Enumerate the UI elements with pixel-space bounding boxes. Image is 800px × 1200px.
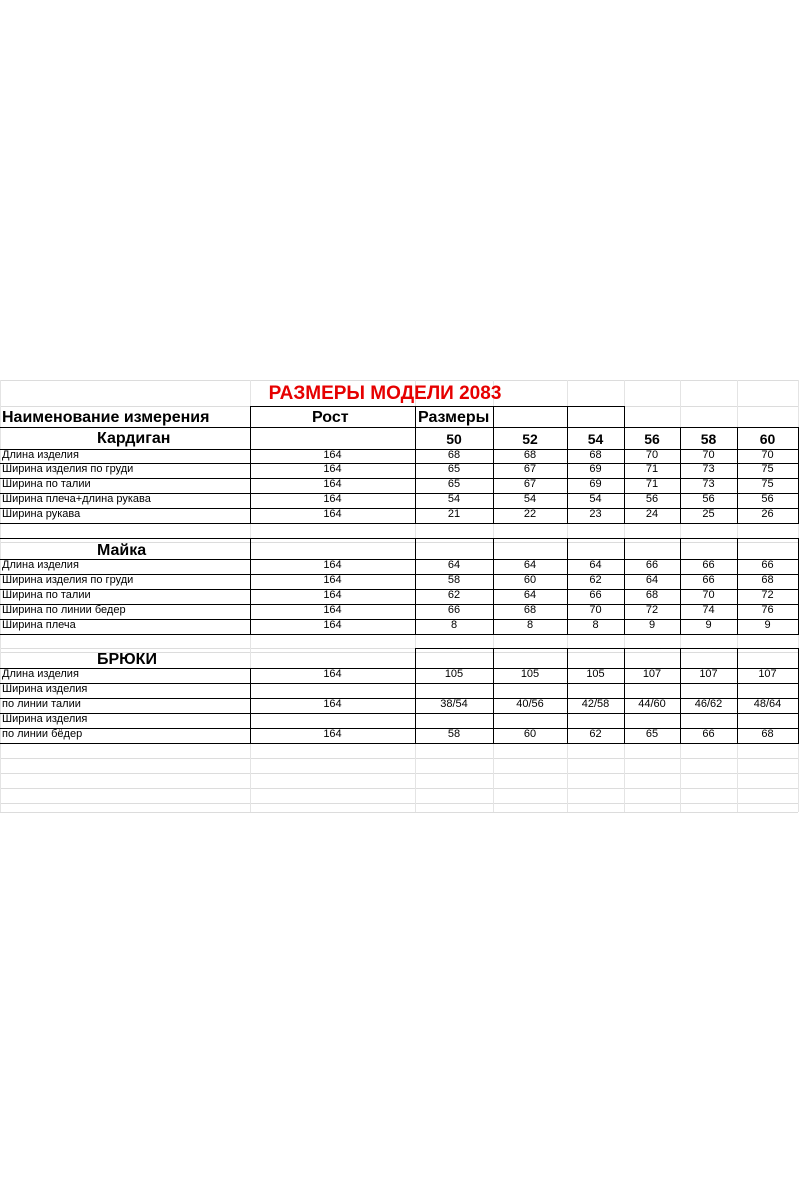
size-label-60: 60 xyxy=(759,431,776,447)
size-label-52: 52 xyxy=(522,431,538,447)
row-label: Длина изделия xyxy=(2,559,79,571)
size-value: 107 xyxy=(699,668,718,680)
size-value: 71 xyxy=(645,463,659,475)
size-value: 73 xyxy=(702,478,715,490)
row-label: Длина изделия xyxy=(2,449,79,461)
height-value: 164 xyxy=(323,604,342,616)
size-value: 64 xyxy=(589,559,602,571)
size-value: 70 xyxy=(702,449,715,461)
header-measurement: Наименование измерения xyxy=(2,409,210,426)
size-value: 9 xyxy=(648,619,656,631)
height-value: 164 xyxy=(323,589,342,601)
gridline-horizontal xyxy=(0,803,798,804)
border-vertical xyxy=(798,538,799,635)
row-label: Ширина изделия xyxy=(2,683,88,695)
size-label-58: 58 xyxy=(700,431,717,447)
size-value: 107 xyxy=(758,668,777,680)
row-label: Длина изделия xyxy=(2,668,79,680)
size-value: 65 xyxy=(447,463,461,475)
height-value: 164 xyxy=(323,449,342,461)
size-value: 105 xyxy=(520,668,540,680)
size-value: 40/56 xyxy=(516,698,544,710)
size-value: 60 xyxy=(523,728,537,740)
size-label-50: 50 xyxy=(446,431,462,447)
size-value: 105 xyxy=(444,668,464,680)
size-value: 8 xyxy=(450,619,458,631)
border-horizontal xyxy=(415,648,799,649)
size-value: 107 xyxy=(642,668,662,680)
size-value: 75 xyxy=(761,478,774,490)
size-value: 66 xyxy=(447,604,461,616)
size-value: 68 xyxy=(589,449,602,461)
size-value: 65 xyxy=(447,478,461,490)
size-value: 70 xyxy=(702,589,715,601)
size-value: 66 xyxy=(702,559,715,571)
row-label: Ширина по талии xyxy=(2,589,91,601)
section-title: БРЮКИ xyxy=(97,651,157,668)
row-label: Ширина по линии бедер xyxy=(2,604,126,616)
size-value: 67 xyxy=(523,463,537,475)
size-value: 9 xyxy=(705,619,712,631)
size-value: 72 xyxy=(761,589,774,601)
size-value: 54 xyxy=(523,493,537,505)
row-label: Ширина рукава xyxy=(2,508,81,520)
border-vertical xyxy=(798,427,799,524)
height-value: 164 xyxy=(323,698,342,710)
size-value: 22 xyxy=(523,508,537,520)
size-value: 56 xyxy=(645,493,659,505)
size-label-56: 56 xyxy=(644,431,660,447)
size-value: 66 xyxy=(761,559,774,571)
size-value: 70 xyxy=(761,449,774,461)
section-title: Майка xyxy=(97,542,147,559)
size-value: 75 xyxy=(761,463,774,475)
height-value: 164 xyxy=(323,668,342,680)
size-value: 66 xyxy=(702,574,715,586)
border-vertical xyxy=(250,406,251,428)
size-value: 68 xyxy=(645,589,659,601)
height-value: 164 xyxy=(323,463,342,475)
size-value: 23 xyxy=(589,508,602,520)
size-value: 70 xyxy=(589,604,602,616)
size-value: 8 xyxy=(592,619,599,631)
row-label: по линии талии xyxy=(2,698,81,710)
gridline-horizontal xyxy=(0,773,798,774)
size-value: 69 xyxy=(589,478,602,490)
height-value: 164 xyxy=(323,728,342,740)
size-value: 58 xyxy=(447,574,461,586)
size-value: 74 xyxy=(702,604,715,616)
height-value: 164 xyxy=(323,619,342,631)
size-value: 46/62 xyxy=(694,698,723,710)
size-value: 67 xyxy=(523,478,537,490)
size-value: 64 xyxy=(523,589,537,601)
gridline-horizontal xyxy=(0,380,798,381)
size-value: 105 xyxy=(586,668,605,680)
header-sizes: Размеры xyxy=(418,409,490,426)
row-label: Ширина плеча+длина рукава xyxy=(2,493,151,505)
size-value: 73 xyxy=(702,463,715,475)
size-value: 8 xyxy=(526,619,534,631)
size-value: 62 xyxy=(447,589,461,601)
size-value: 44/60 xyxy=(638,698,666,710)
gridline-horizontal xyxy=(0,758,798,759)
size-value: 21 xyxy=(447,508,461,520)
gridline-horizontal xyxy=(0,788,798,789)
size-value: 66 xyxy=(589,589,602,601)
size-value: 68 xyxy=(761,728,774,740)
section-title: Кардиган xyxy=(97,430,171,447)
size-value: 69 xyxy=(589,463,602,475)
row-label: Ширина изделия по груди xyxy=(2,463,134,475)
gridline-horizontal xyxy=(0,812,798,813)
size-value: 48/64 xyxy=(753,698,782,710)
height-value: 164 xyxy=(323,508,342,520)
height-value: 164 xyxy=(323,559,342,571)
size-value: 68 xyxy=(523,604,537,616)
row-label: по линии бёдер xyxy=(2,728,83,740)
size-value: 70 xyxy=(645,449,659,461)
size-value: 71 xyxy=(645,478,659,490)
size-value: 72 xyxy=(645,604,659,616)
size-value: 64 xyxy=(523,559,537,571)
size-value: 26 xyxy=(761,508,774,520)
border-vertical xyxy=(567,406,568,428)
row-label: Ширина плеча xyxy=(2,619,76,631)
height-value: 164 xyxy=(323,478,342,490)
border-vertical xyxy=(624,406,625,428)
size-value: 76 xyxy=(761,604,774,616)
border-vertical xyxy=(493,406,494,428)
size-value: 24 xyxy=(645,508,659,520)
chart-title: РАЗМЕРЫ МОДЕЛИ 2083 xyxy=(268,383,502,404)
header-height: Рост xyxy=(312,409,349,426)
size-value: 62 xyxy=(589,574,602,586)
size-value: 66 xyxy=(702,728,715,740)
size-value: 25 xyxy=(702,508,715,520)
size-value: 64 xyxy=(447,559,461,571)
size-label-54: 54 xyxy=(587,431,604,447)
size-value: 56 xyxy=(702,493,715,505)
size-value: 68 xyxy=(523,449,537,461)
size-value: 54 xyxy=(589,493,602,505)
size-value: 64 xyxy=(645,574,659,586)
border-vertical xyxy=(798,648,799,744)
size-value: 62 xyxy=(589,728,602,740)
size-value: 58 xyxy=(447,728,461,740)
height-value: 164 xyxy=(323,574,342,586)
border-horizontal xyxy=(250,406,625,407)
gridline-vertical xyxy=(0,380,1,812)
row-label: Ширина изделия по груди xyxy=(2,574,134,586)
size-value: 68 xyxy=(761,574,774,586)
size-value: 65 xyxy=(645,728,659,740)
size-value: 54 xyxy=(447,493,461,505)
size-value: 9 xyxy=(764,619,771,631)
size-value: 56 xyxy=(761,493,774,505)
size-value: 38/54 xyxy=(440,698,468,710)
size-value: 60 xyxy=(523,574,537,586)
border-vertical xyxy=(415,406,416,428)
size-value: 68 xyxy=(447,449,461,461)
size-value: 66 xyxy=(645,559,659,571)
height-value: 164 xyxy=(323,493,342,505)
row-label: Ширина по талии xyxy=(2,478,91,490)
row-label: Ширина изделия xyxy=(2,713,88,725)
size-value: 42/58 xyxy=(581,698,610,710)
